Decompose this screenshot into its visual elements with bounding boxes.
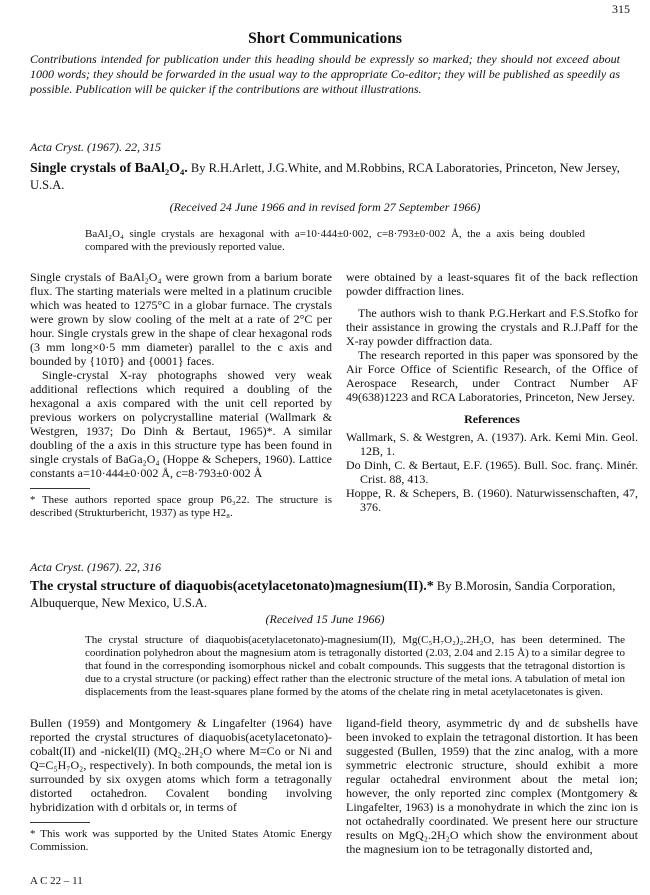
article1-authors: By R.H.Arlett, J.G.White, and M.Robbins, RCA Laboratories, Princeton, New Jersey, U.S.A. bbox=[30, 161, 620, 192]
signature-mark: A C 22 – 11 bbox=[30, 875, 83, 887]
footnote-rule bbox=[30, 488, 90, 489]
article2-right-column bbox=[346, 716, 638, 856]
article2-footnote: * This work was supported by the United States Atomic Energy Commission. bbox=[30, 828, 332, 853]
reference-item: Hoppe, R. & Schepers, B. (1960). Naturwissenschaften, 47, 376. bbox=[346, 486, 638, 514]
page-number: 315 bbox=[612, 2, 630, 16]
article2-authors: By B.Morosin, Sandia Corporation, Albuquerque, New Mexico, U.S.A. bbox=[30, 579, 616, 610]
article1-received: (Received 24 June 1966 and in revised form 27 September 1966) bbox=[169, 200, 481, 214]
article2-header bbox=[30, 578, 640, 611]
article2-paragraph: ligand-field theory, asymmetric dγ and dε subshells have been invoked to explain the tetragonal distortion. It has been suggested (Bullen, 1959) that the zinc analog, with a more symmetric electronic structure, should exhibit a more regular octahedral environment about the metal ion; however, the only reported zinc complex (Montgomery & Lingafelter, 1963) is a monohydrate in which the zinc ion is not octahedrally coordinated. We present here our structure results on MgQ₂.2H₂O which show the environment about the magnesium ion to be tetragonally distorted and, bbox=[346, 716, 638, 856]
article1-left-column bbox=[30, 270, 332, 520]
article1-title: Single crystals of BaAl₂O₄. bbox=[30, 161, 188, 176]
article2-left-column bbox=[30, 716, 332, 854]
reference-item: Wallmark, S. & Westgren, A. (1937). Ark. Kemi Min. Geol. 12B, 1. bbox=[346, 430, 638, 458]
article1-right-column bbox=[346, 270, 638, 514]
footnote-rule bbox=[30, 822, 90, 823]
submission-notice: Contributions intended for publication under this heading should be expressly so marked; they should not exceed about 1000 words; they should be forwarded in the usual way to the appropriate Co-editor; they will be published as speedily as possible. Publication will be quicker if the contributions are without illustrations. bbox=[30, 52, 620, 96]
article1-paragraph: were obtained by a least-squares fit of the back reflection powder diffraction lines. bbox=[346, 270, 638, 298]
article1-paragraph: Single crystals of BaAl₂O₄ were grown from a barium borate flux. The starting materials were melted in a platinum crucible which was heated to 1275°C in a globar furnace. The crystals were grown by slow cooling of the melt at a rate of 2°C per hour. Single crystals grew in the shape of clear hexagonal rods (3 mm long×0·5 mm diameter) parallel to the c axis and bounded by {101̄0} and {0001} faces. bbox=[30, 270, 332, 368]
article1-paragraph: Single-crystal X-ray photographs showed very weak additional reflections which required a doubling of the hexagonal a axis compared with the unit cell reported by previous workers on polycrystalline material (Wallmark & Westgren, 1937; Do Dinh & Bertaut, 1965)*. A similar doubling of the a axis in this structure type has been found in single crystals of BaGa₂O₄ (Hoppe & Schepers, 1960). Lattice constants a=10·444±0·002 Å, c=8·793±0·002 Å bbox=[30, 368, 332, 480]
reference-item: Do Dinh, C. & Bertaut, E.F. (1965). Bull. Soc. franç. Minér. Crist. 88, 413. bbox=[346, 458, 638, 486]
article2-abstract: The crystal structure of diaquobis(acetylacetonato)-magnesium(II), Mg(C₅H₇O₂)₂.2H₂O, has been determined. The coordination polyhedron about the magnesium atom is tetragonally distorted (2.03, 2.04 and 2.15 Å) to a similar degree to that found in the corresponding isomorphous nickel and cobalt compounds. This suggests that the tetragonal distortion is due to a crystal structure (or packing) effect rather than the electronic structure of the metal ions. A tabulation of metal ion displacements from the least-squares plane formed by the atoms of the chelate ring in metal acetylacetonates is given. bbox=[85, 634, 625, 698]
article1-journal-ref: Acta Cryst. (1967). 22, 315 bbox=[30, 140, 161, 154]
article1-acknowledgement: The authors wish to thank P.G.Herkart and F.S.Stofko for their assistance in growing the crystals and R.J.Paff for the X-ray powder diffraction data. bbox=[346, 306, 638, 348]
article2-paragraph: Bullen (1959) and Montgomery & Lingafelter (1964) have reported the crystal structures of diaquobis(acetylacetonato)-cobalt(II) and -nickel(II) (MQ₂.2H₂O where M=Co or Ni and Q=C₅H₇O₂, respectively). In both compounds, the metal ion is surrounded by six oxygen atoms which form a tetragonally distorted octahedron. Covalent bonding involving hybridization with d orbitals or, in terms of bbox=[30, 716, 332, 814]
article1-footnote: * These authors reported space group P6₃22. The structure is described (Strukturbericht, 1937) as type H2₈. bbox=[30, 494, 332, 519]
article2-title: The crystal structure of diaquobis(acetylacetonato)magnesium(II).* bbox=[30, 579, 434, 594]
article1-funding: The research reported in this paper was sponsored by the Air Force Office of Scientific Research, of the Office of Aerospace Research, under Contract Number AF 49(638)1223 and RCA Laboratories, Princeton, New Jersey. bbox=[346, 348, 638, 404]
references-heading: References bbox=[464, 412, 520, 426]
article2-received: (Received 15 June 1966) bbox=[265, 612, 385, 626]
article1-abstract: BaAl₂O₄ single crystals are hexagonal with a=10·444±0·002, c=8·793±0·002 Å, the a axis being doubled compared with the previously reported value. bbox=[85, 228, 585, 253]
section-heading: Short Communications bbox=[248, 30, 402, 47]
article2-journal-ref: Acta Cryst. (1967). 22, 316 bbox=[30, 560, 161, 574]
article1-header bbox=[30, 160, 620, 193]
